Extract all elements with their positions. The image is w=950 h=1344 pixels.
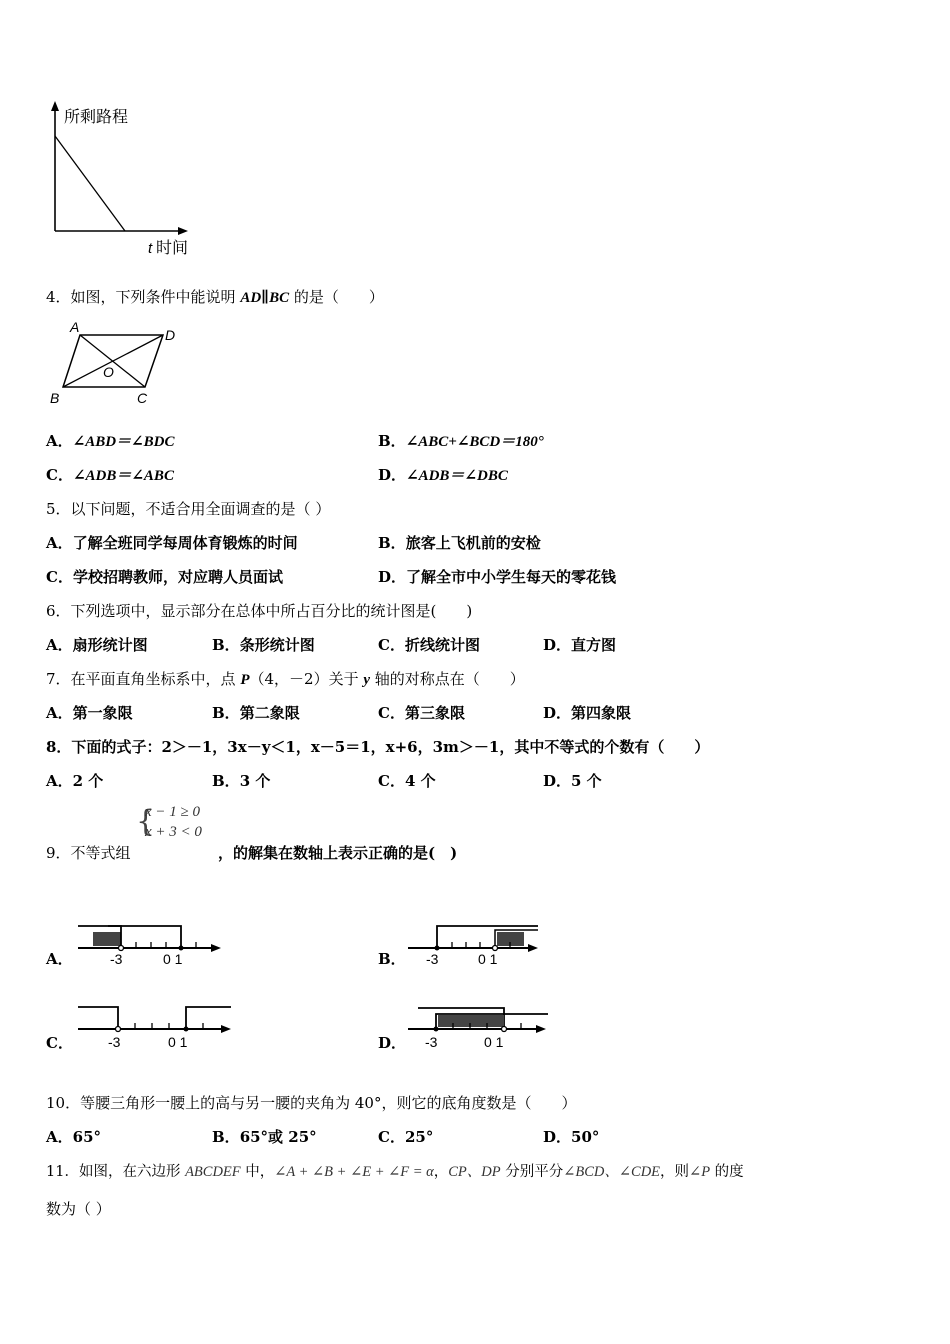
q10-option-c: C．25°: [378, 1128, 434, 1146]
q10-option-a: A．65°: [46, 1128, 102, 1146]
q7-option-c: C．第三象限: [378, 704, 465, 722]
q8-option-d: D．5 个: [543, 772, 602, 790]
q4-option-a: A．∠ABD＝∠BDC: [46, 432, 175, 450]
inequality-1: x − 1 ≥ 0: [145, 804, 201, 820]
question-9-prefix: 9．不等式组: [46, 844, 131, 862]
distance-time-graph: [40, 98, 210, 263]
q5-option-b: B．旅客上飞机前的安检: [378, 534, 541, 552]
question-6: 6．下列选项中，显示部分在总体中所占百分比的统计图是( ): [46, 602, 473, 620]
q6-option-b: B．条形统计图: [212, 636, 315, 654]
question-5: 5．以下问题，不适合用全面调查的是（ ）: [46, 500, 331, 518]
q5-option-a: A．了解全班同学每周体育锻炼的时间: [46, 534, 298, 552]
label-C: C: [137, 390, 148, 406]
q9-option-a-key: A．: [46, 950, 73, 968]
svg-text:-3: -3: [108, 1034, 121, 1050]
q7-option-b: B．第二象限: [212, 704, 300, 722]
number-line-c: [68, 1002, 243, 1054]
q6-option-c: C．折线统计图: [378, 636, 480, 654]
inequality-brace: {: [136, 804, 156, 839]
q10-option-d: D．50°: [543, 1128, 600, 1146]
q5-option-d: D．了解全市中小学生每天的零花钱: [378, 568, 617, 586]
question-11-line2: 数为（ ）: [46, 1200, 111, 1218]
graph-xlabel-t: t: [148, 240, 153, 257]
question-9-suffix: ，的解集在数轴上表示正确的是( ): [218, 844, 458, 862]
q7-option-d: D．第四象限: [543, 704, 632, 722]
number-line-d: [400, 1002, 560, 1054]
q4-option-b: B．∠ABC+∠BCD＝180°: [378, 432, 544, 450]
q4-option-c: C．∠ADB＝∠ABC: [46, 466, 174, 484]
q8-option-b: B．3 个: [212, 772, 271, 790]
question-11: 11．如图，在六边形 ABCDEF 中，∠A + ∠B + ∠E + ∠F = α，CP、DP 分别平分∠BCD、∠CDE，则∠P 的度: [46, 1164, 744, 1180]
question-10: 10．等腰三角形一腰上的高与另一腰的夹角为 40°，则它的底角度数是（ ）: [46, 1094, 577, 1112]
q10-option-b: B．65°或 25°: [212, 1128, 317, 1146]
q6-option-d: D．直方图: [543, 636, 617, 654]
graph-xlabel: 时间: [156, 240, 189, 257]
q5-option-c: C．学校招聘教师，对应聘人员面试: [46, 568, 283, 586]
inequality-2: x + 3 < 0: [145, 824, 202, 840]
label-O: O: [103, 364, 114, 380]
q9-option-c-key: C．: [46, 1034, 73, 1052]
label-A: A: [70, 319, 80, 335]
label-D: D: [165, 327, 176, 343]
svg-text:0 1: 0 1: [478, 951, 498, 967]
number-line-b: [400, 920, 560, 970]
q8-option-a: A．2 个: [46, 772, 104, 790]
q9-option-d-key: D．: [378, 1034, 407, 1052]
svg-text:-3: -3: [426, 951, 439, 967]
inequality-system: [136, 804, 218, 846]
svg-text:-3: -3: [110, 951, 123, 967]
svg-text:0 1: 0 1: [163, 951, 183, 967]
distance-line: [55, 136, 125, 231]
parallelogram-figure: [45, 318, 190, 413]
svg-text:0 1: 0 1: [168, 1034, 188, 1050]
question-7: 7．在平面直角坐标系中，点 P（4，－2）关于 y 轴的对称点在（ ）: [46, 670, 525, 688]
q9-option-b-key: B．: [378, 950, 406, 968]
question-8: 8．下面的式子：2＞－1，3x－y＜1，x－5＝1，x+6，3m＞－1，其中不等式的个数有（ ）: [46, 738, 710, 756]
label-B: B: [50, 390, 60, 406]
q8-option-c: C．4 个: [378, 772, 436, 790]
svg-text:-3: -3: [425, 1034, 438, 1050]
q7-option-a: A．第一象限: [46, 704, 133, 722]
q4-option-d: D．∠ADB＝∠DBC: [378, 466, 508, 484]
svg-text:0 1: 0 1: [484, 1034, 504, 1050]
q6-option-a: A．扇形统计图: [46, 636, 148, 654]
graph-ylabel: 所剩路程: [64, 109, 129, 126]
question-4: 4．如图，下列条件中能说明 AD∥BC 的是（ ）: [46, 288, 384, 306]
number-line-a: [68, 920, 228, 970]
